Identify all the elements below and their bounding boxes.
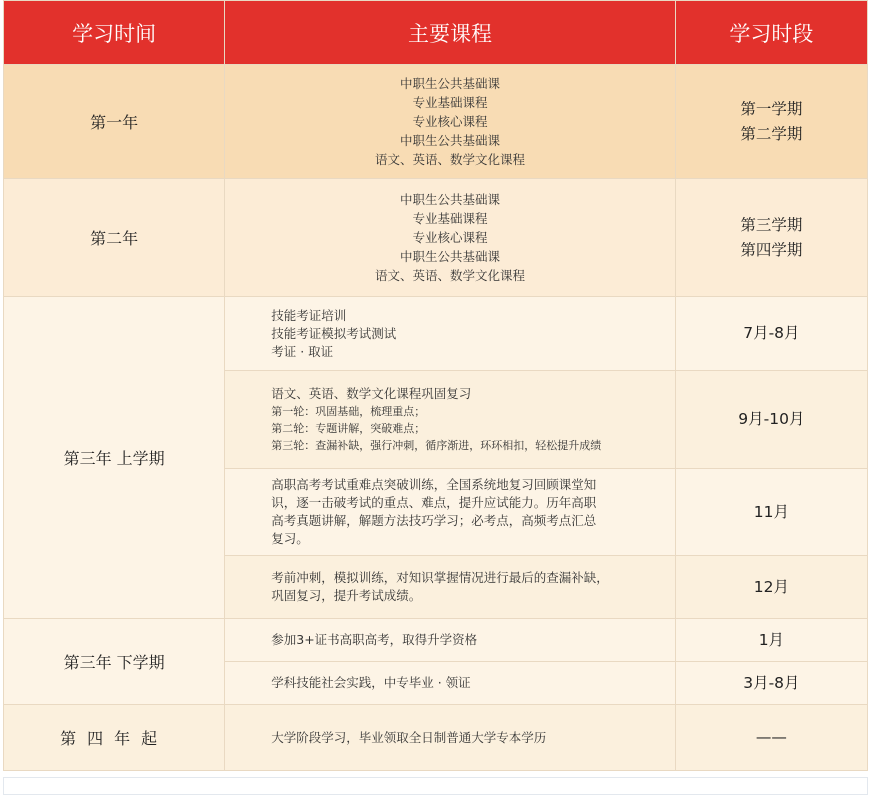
content-line: 考前冲刺，模拟训练，对知识掌握情况进行最后的查漏补缺， [271,570,609,585]
header-study-period: 学习时段 [675,1,867,65]
year3a-row1-content [225,297,676,371]
course-item: 中职生公共基础课 [400,249,501,264]
course-item: 专业核心课程 [412,114,488,129]
year3b-row1-content: 参加3+证书高职高考，取得升学资格 [225,619,676,662]
year3b-row1-period: 1月 [675,619,867,662]
year3a-row3-content [225,469,676,556]
course-item: 专业核心课程 [412,230,488,245]
course-item: 语文、英语、数学文化课程 [375,268,526,283]
year3a-row1-period: 7月-8月 [675,297,867,371]
year3b-row2-period: 3月-8月 [675,662,867,705]
year3a-label: 第三年 上学期 [4,297,225,619]
course-item: 中职生公共基础课 [400,76,501,91]
period-item: 第二学期 [740,124,803,143]
year3a-row4-content [225,556,676,619]
year3a-row2-content [225,371,676,469]
table-row-year1 [4,65,868,179]
header-main-courses: 主要课程 [225,1,676,65]
year2-periods [675,179,867,297]
year3b-label: 第三年 下学期 [4,619,225,705]
course-item: 语文、英语、数学文化课程 [375,152,526,167]
year2-label: 第二年 [4,179,225,297]
bottom-strip [3,777,868,795]
content-line: 考证 · 取证 [271,343,334,359]
table-header-row [4,1,868,65]
period-item: 第一学期 [740,99,803,118]
content-line: 第一轮：巩固基础，梳理重点； [271,405,426,418]
year4-content: 大学阶段学习，毕业领取全日制普通大学专本学历 [225,705,676,771]
year3b-row2-content: 学科技能社会实践，中专毕业 · 领证 [225,662,676,705]
content-line: 复习。 [271,531,309,546]
year2-courses [225,179,676,297]
year1-courses [225,65,676,179]
year3a-row3-period: 11月 [675,469,867,556]
year1-periods [675,65,867,179]
year3a-row2-period: 9月-10月 [675,371,867,469]
content-line: 技能考证模拟考试测试 [271,325,397,341]
course-item: 专业基础课程 [412,211,488,226]
content-line: 高考真题讲解，解题方法技巧学习；必考点，高频考点汇总 [271,513,597,528]
content-line: 技能考证培训 [271,307,347,323]
table-row-year2 [4,179,868,297]
course-item: 中职生公共基础课 [400,133,501,148]
content-line: 第三轮：查漏补缺，强行冲刺，循序渐进，环环相扣，轻松提升成绩 [271,439,602,452]
year1-label: 第一年 [4,65,225,179]
table-row-year3b-1 [4,619,868,662]
content-line: 巩固复习，提升考试成绩。 [271,588,422,603]
study-schedule-table [3,0,868,771]
content-line: 识，逐一击破考试的重点、难点，提升应试能力。历年高职 [271,495,597,510]
content-line: 第二轮：专题讲解，突破难点； [271,422,426,435]
course-item: 中职生公共基础课 [400,192,501,207]
year4-period: —— [675,705,867,771]
table-row-year4 [4,705,868,771]
period-item: 第三学期 [740,215,803,234]
content-title: 语文、英语、数学文化课程巩固复习 [271,386,472,401]
year3a-row4-period: 12月 [675,556,867,619]
table-row-year3a-1 [4,297,868,371]
header-study-time: 学习时间 [4,1,225,65]
content-line: 高职高考考试重难点突破训练，全国系统地复习回顾课堂知 [271,477,597,492]
period-item: 第四学期 [740,240,803,259]
year4-label: 第四年起 [4,705,225,771]
course-item: 专业基础课程 [412,95,488,110]
